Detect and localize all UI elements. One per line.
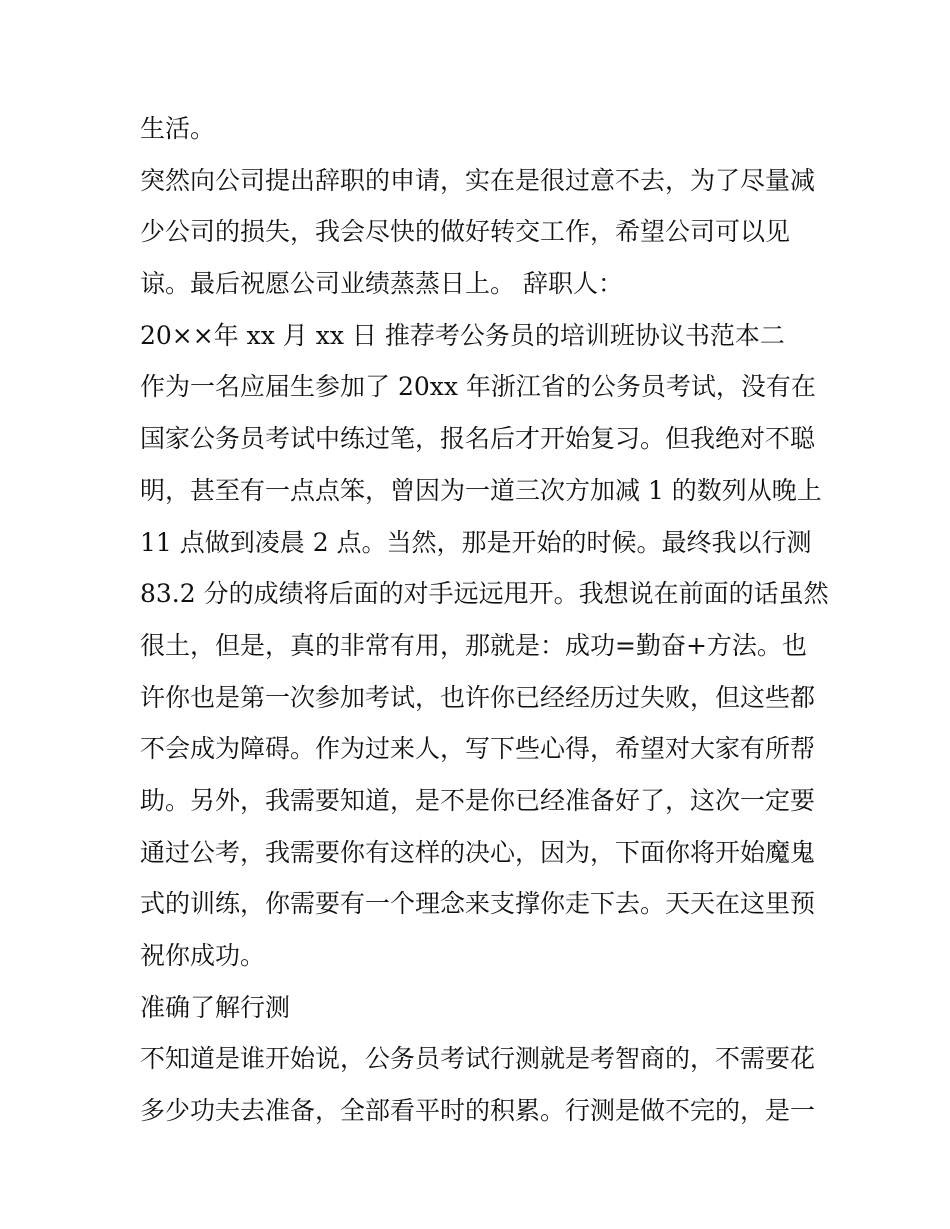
text-line: 谅。最后祝愿公司业绩蒸蒸日上。 辞职人： <box>140 269 623 299</box>
text-line: 助。另外，我需要知道，是不是你已经准备好了，这次一定要 <box>140 785 816 815</box>
text-line: 许你也是第一次参加考试，也许你已经经历过失败，但这些都 <box>140 682 816 712</box>
text-line: 11 点做到凌晨 2 点。当然，那是开始的时候。最终我以行测 <box>140 527 812 557</box>
text-line: 很土，但是，真的非常有用，那就是：成功=勤奋+方法。也 <box>140 630 807 660</box>
text-line: 20××年 xx 月 xx 日 推荐考公务员的培训班协议书范本二 <box>140 320 785 350</box>
text-line: 少公司的损失，我会尽快的做好转交工作，希望公司可以见 <box>140 217 791 247</box>
text-line: 生活。 <box>140 114 216 143</box>
section-heading: 准确了解行测 <box>140 992 291 1022</box>
text-line: 多少功夫去准备，全部看平时的积累。行测是做不完的，是一 <box>140 1096 816 1126</box>
text-line: 作为一名应届生参加了 20xx 年浙江省的公务员考试，没有在 <box>140 372 816 402</box>
text-line: 国家公务员考试中练过笔，报名后才开始复习。但我绝对不聪 <box>140 424 816 454</box>
text-line: 明，甚至有一点点笨，曾因为一道三次方加减 1 的数列从晚上 <box>140 475 822 505</box>
text-line: 通过公考，我需要你有这样的决心，因为，下面你将开始魔鬼 <box>140 837 816 867</box>
text-line: 式的训练，你需要有一个理念来支撑你走下去。天天在这里预 <box>140 889 816 919</box>
text-line: 祝你成功。 <box>140 941 266 970</box>
text-line: 不会成为障碍。作为过来人，写下些心得，希望对大家有所帮 <box>140 734 816 764</box>
text-line: 83.2 分的成绩将后面的对手远远甩开。我想说在前面的话虽然 <box>140 579 829 609</box>
document-body <box>140 107 829 1141</box>
text-line: 突然向公司提出辞职的申请，实在是很过意不去，为了尽量减 <box>140 165 816 195</box>
text-line: 不知道是谁开始说，公务员考试行测就是考智商的，不需要花 <box>140 1044 816 1074</box>
